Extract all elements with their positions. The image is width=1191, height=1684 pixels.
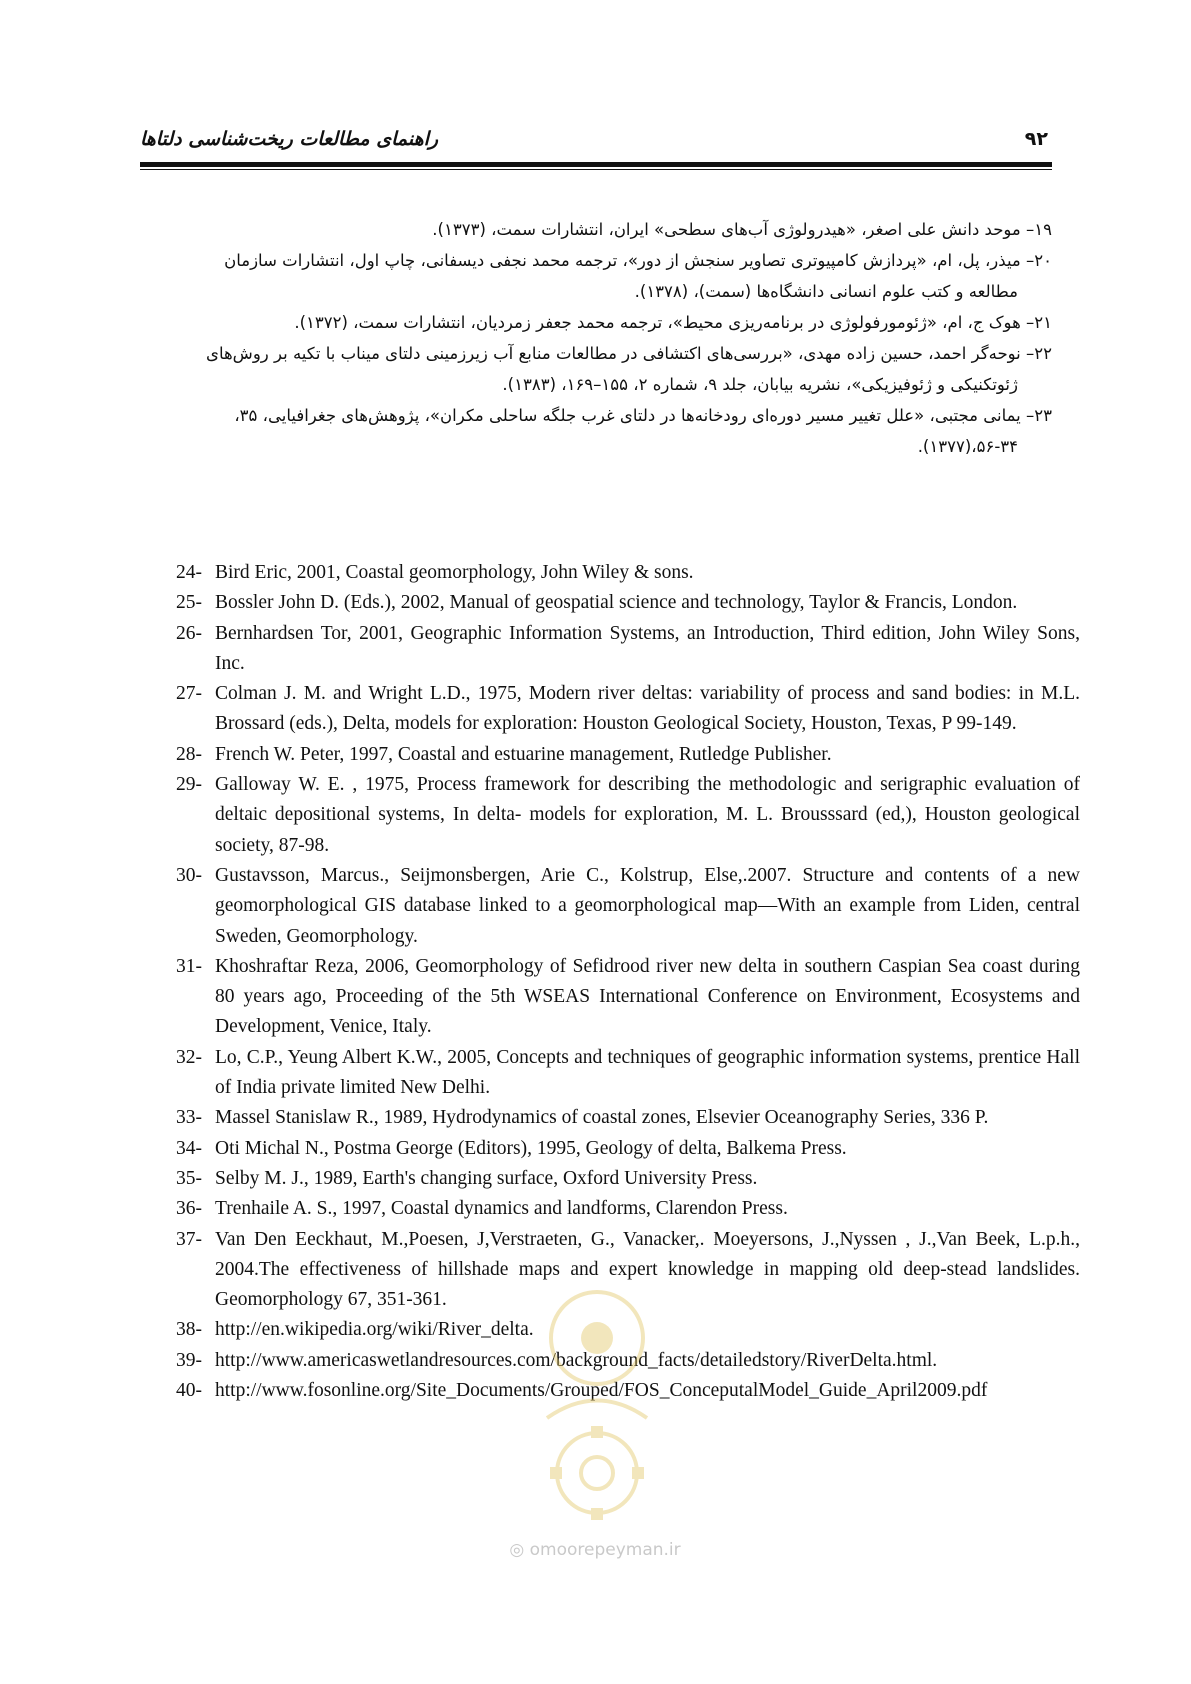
page-number: ۹۲ [1024, 128, 1048, 150]
reference-item-31 [176, 952, 1080, 1043]
header-rule-thick [140, 162, 1052, 167]
reference-line: ۲۰– میذر، پل، ام، «پردازش کامپیوتری تصاویر سنجش از دور»، ترجمه محمد نجفی دیسفانی، چاپ اول، انتشارات سازمان [224, 251, 1052, 270]
reference-number: 30- [176, 864, 202, 886]
reference-number: 32- [176, 1046, 202, 1068]
reference-number: 39- [176, 1349, 202, 1371]
watermark-seal-icon [487, 1268, 707, 1538]
reference-item-30 [176, 861, 1080, 952]
reference-text: French W. Peter, 1997, Coastal and estuarine management, Rutledge Publisher. [215, 743, 832, 765]
reference-text: Bird Eric, 2001, Coastal geomorphology, John Wiley & sons. [215, 562, 694, 583]
reference-item-25 [176, 588, 1080, 618]
reference-item-34 [176, 1134, 1080, 1164]
page-header [140, 128, 1052, 170]
reference-number: 33- [176, 1107, 202, 1129]
persian-reference-23 [140, 400, 1052, 462]
reference-number: 37- [176, 1228, 202, 1250]
reference-number: 38- [176, 1319, 202, 1341]
reference-link: http://en.wikipedia.org/wiki/River_delta. [215, 1319, 534, 1341]
reference-line: ۲۳– یمانی مجتبی، «علل تغییر مسیر دوره‌ای رودخانه‌ها در دلتای غرب جلگه ساحلی مکران»، پژوهش‌های جغرافیایی، ۳۵، [234, 406, 1052, 425]
reference-text: Gustavsson, Marcus., Seijmonsbergen, Arie C., Kolstrup, Else,.2007. Structure and contents of a new geomorphological GIS database linked to a geomorphological map—With an example from Liden, central Sweden, Geomorphology. [215, 864, 1080, 947]
reference-item-24 [176, 558, 1080, 588]
persian-reference-19 [140, 214, 1052, 245]
reference-line: ۲۱– هوک ج، ام، «ژئومورفولوژی در برنامه‌ریزی محیط»، ترجمه محمد جعفر زمردیان، انتشارات سمت، (۱۳۷۲). [294, 313, 1052, 332]
reference-number: 31- [176, 955, 202, 977]
reference-item-29 [176, 770, 1080, 861]
reference-line: ۲۲– نوحه‌گر احمد، حسین زاده مهدی، «بررسی‌های اکتشافی در مطالعات منابع آب زیرزمینی دلتای میناب با تکیه بر روش‌های [206, 344, 1052, 363]
reference-text: Colman J. M. and Wright L.D., 1975, Modern river deltas: variability of process and sand bodies: in M.L. Brossard (eds.), Delta, models for exploration: Houston Geological Society, Houston, Texas, P 99-149. [215, 683, 1080, 735]
persian-reference-21 [140, 307, 1052, 338]
reference-item-32 [176, 1043, 1080, 1104]
reference-item-26 [176, 619, 1080, 680]
reference-number: 34- [176, 1137, 202, 1159]
reference-item-33 [176, 1103, 1080, 1133]
reference-text: Bernhardsen Tor, 2001, Geographic Information Systems, an Introduction, Third edition, John Wiley Sons, Inc. [215, 622, 1080, 674]
reference-item-36 [176, 1194, 1080, 1224]
reference-text: Lo, C.P., Yeung Albert K.W., 2005, Concepts and techniques of geographic information systems, prentice Hall of India private limited New Delhi. [215, 1046, 1080, 1099]
reference-number: 27- [176, 683, 202, 705]
reference-number: 28- [176, 743, 202, 765]
watermark-globe-icon: ◎ [509, 1540, 525, 1560]
reference-continuation: ژئوتکنیکی و ژئوفیزیکی»، نشریه بیابان، جلد ۹، شماره ۲، ۱۵۵–۱۶۹، (۱۳۸۳). [502, 375, 1018, 394]
reference-text: Trenhaile A. S., 1997, Coastal dynamics and landforms, Clarendon Press. [215, 1198, 788, 1220]
reference-text: Van Den Eeckhaut, M.,Poesen, J,Verstraeten, G., Vanacker,. Moeyersons, J.,Nyssen , J.,Van Beek, L.p.h., 2004.The effectiveness of hillshade maps and expert knowledge in mapping old deep-stead landslides. Geomorphology 67, 351-361. [215, 1228, 1080, 1311]
reference-text: Massel Stanislaw R., 1989, Hydrodynamics of coastal zones, Elsevier Oceanography Series, 336 P. [215, 1107, 989, 1129]
reference-item-35 [176, 1164, 1080, 1194]
reference-continuation: ۵۶-۳۴،(۱۳۷۷). [917, 437, 1018, 456]
header-rule-thin [140, 169, 1052, 170]
watermark-url [480, 1540, 710, 1560]
reference-number: 25- [176, 592, 202, 614]
running-header-title: راهنمای مطالعات ریخت‌شناسی دلتاها [140, 128, 439, 150]
reference-link: http://www.fosonline.org/Site_Documents/Grouped/FOS_ConceputalModel_Guide_April2009.pdf [215, 1380, 988, 1402]
persian-reference-20 [140, 245, 1052, 307]
reference-text: Oti Michal N., Postma George (Editors), 1995, Geology of delta, Balkema Press. [215, 1137, 847, 1159]
reference-item-28 [176, 740, 1080, 770]
reference-number: 26- [176, 622, 202, 644]
watermark-text: omoorepeyman.ir [529, 1540, 681, 1560]
reference-text: Khoshraftar Reza, 2006, Geomorphology of Sefidrood river new delta in southern Caspian Sea coast during 80 years ago, Proceeding of the 5th WSEAS International Conference on Environment, Ecosystems and Development, Venice, Italy. [215, 955, 1080, 1038]
reference-number: 35- [176, 1167, 202, 1189]
reference-number: 36- [176, 1198, 202, 1220]
persian-reference-22 [140, 338, 1052, 400]
reference-number: 29- [176, 774, 202, 796]
reference-text: Bossler John D. (Eds.), 2002, Manual of geospatial science and technology, Taylor & Francis, London. [215, 592, 1018, 614]
reference-link: http://www.americaswetlandresources.com/background_facts/detailedstory/RiverDelta.html. [215, 1349, 938, 1371]
reference-number: 24- [176, 562, 202, 583]
reference-text: Galloway W. E. , 1975, Process framework for describing the methodologic and serigraphic evaluation of deltaic depositional systems, In delta- models for exploration, M. L. Brousssard (ed,), Houston geological society, 87-98. [215, 774, 1080, 856]
persian-reference-list [140, 214, 1052, 462]
reference-continuation: مطالعه و کتب علوم انسانی دانشگاه‌ها (سمت)، (۱۳۷۸). [634, 282, 1018, 301]
reference-line: ۱۹– موحد دانش علی اصغر، «هیدرولوژی آب‌های سطحی» ایران، انتشارات سمت، (۱۳۷۳). [432, 220, 1052, 239]
reference-number: 40- [176, 1380, 202, 1402]
reference-text: Selby M. J., 1989, Earth's changing surface, Oxford University Press. [215, 1167, 758, 1189]
reference-item-27 [176, 679, 1080, 740]
